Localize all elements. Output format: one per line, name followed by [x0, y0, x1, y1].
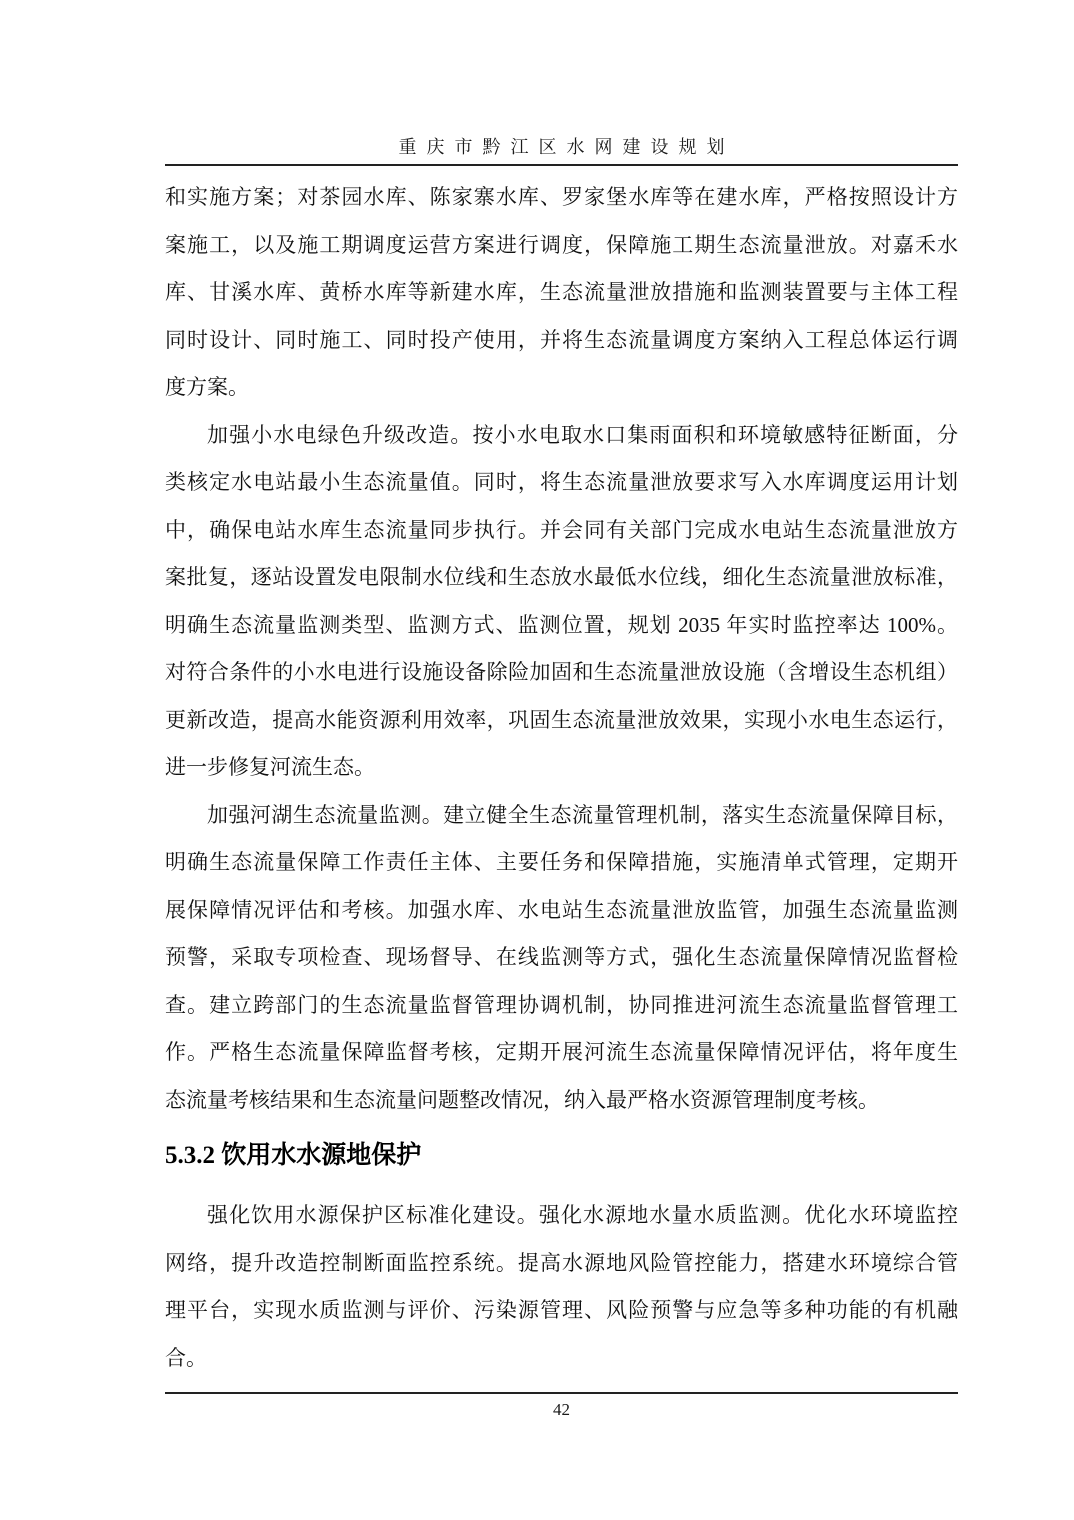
footer-rule: [165, 1392, 958, 1394]
text-line: 合。: [165, 1345, 207, 1370]
text-line: 查。建立跨部门的生态流量监督管理协调机制，协同推进河流生态流量监督管理工: [165, 992, 958, 1017]
text-line: 明确生态流量保障工作责任主体、主要任务和保障措施，实施清单式管理，定期开: [165, 850, 958, 874]
page-header-title: 重庆市黔江区水网建设规划: [398, 137, 735, 157]
text-line: 加强小水电绿色升级改造。按小水电取水口集雨面积和环境敏感特征断面，分: [207, 422, 958, 447]
header-rule: [165, 164, 958, 166]
text-line: 库、甘溪水库、黄桥水库等新建水库，生态流量泄放措施和监测装置要与主体工程: [165, 280, 958, 304]
text-line: 同时设计、同时施工、同时投产使用，并将生态流量调度方案纳入工程总体运行调: [165, 327, 958, 352]
section-heading: 5.3.2 饮用水水源地保护: [165, 1142, 422, 1169]
footer-page-number: 42: [553, 1400, 570, 1419]
text-line: 加强河湖生态流量监测。建立健全生态流量管理机制，落实生态流量保障目标，: [207, 802, 958, 827]
document-body: [165, 174, 958, 1382]
text-line: 理平台，实现水质监测与评价、污染源管理、风险预警与应急等多种功能的有机融: [165, 1298, 958, 1322]
paragraph: [165, 1192, 958, 1382]
paragraph: [165, 792, 958, 1125]
text-line: 态流量考核结果和生态流量问题整改情况，纳入最严格水资源管理制度考核。: [165, 1087, 879, 1112]
text-line: 明确生态流量监测类型、监测方式、监测位置，规划 2035 年实时监控率达 100%。: [165, 612, 958, 637]
text-line: 更新改造，提高水能资源利用效率，巩固生态流量泄放效果，实现小水电生态运行，: [165, 707, 958, 732]
text-line: 作。严格生态流量保障监督考核，定期开展河流生态流量保障情况评估，将年度生: [165, 1040, 958, 1064]
paragraph: [165, 174, 958, 412]
text-line: 类核定水电站最小生态流量值。同时，将生态流量泄放要求写入水库调度运用计划: [165, 470, 958, 494]
paragraph: [165, 412, 958, 792]
text-line: 进一步修复河流生态。: [165, 755, 375, 779]
text-line: 案施工，以及施工期调度运营方案进行调度，保障施工期生态流量泄放。对嘉禾水: [165, 232, 958, 257]
text-line: 案批复，逐站设置发电限制水位线和生态放水最低水位线，细化生态流量泄放标准，: [165, 565, 958, 589]
text-line: 强化饮用水源保护区标准化建设。强化水源地水量水质监测。优化水环境监控: [207, 1203, 958, 1227]
text-line: 网络，提升改造控制断面监控系统。提高水源地风险管控能力，搭建水环境综合管: [165, 1250, 958, 1275]
text-line: 对符合条件的小水电进行设施设备除险加固和生态流量泄放设施（含增设生态机组）: [165, 660, 958, 684]
text-line: 和实施方案；对茶园水库、陈家寨水库、罗家堡水库等在建水库，严格按照设计方: [165, 185, 958, 209]
text-line: 中，确保电站水库生态流量同步执行。并会同有关部门完成水电站生态流量泄放方: [165, 517, 958, 542]
text-line: 度方案。: [165, 375, 249, 399]
text-line: 预警，采取专项检查、现场督导、在线监测等方式，强化生态流量保障情况监督检: [165, 945, 958, 969]
text-line: 展保障情况评估和考核。加强水库、水电站生态流量泄放监管，加强生态流量监测: [165, 897, 958, 922]
